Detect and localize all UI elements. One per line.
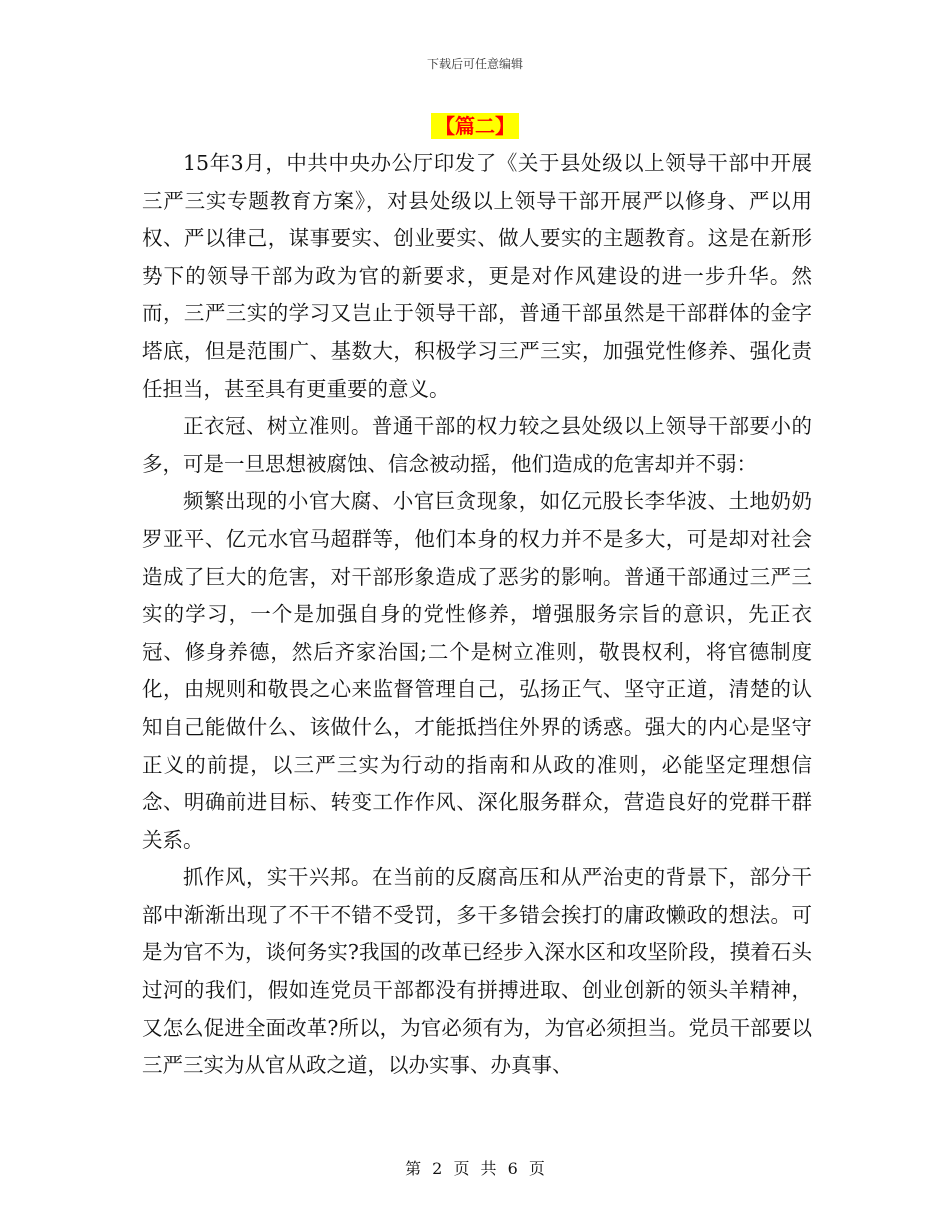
paragraph: 抓作风，实干兴邦。在当前的反腐高压和从严治吏的背景下，部分干部中渐渐出现了不干不错不受罚，多干多错会挨打的庸政懒政的想法。可是为官不为，谈何务实?我国的改革已经步入深水区和攻坚阶段，摸着石头过河的我们，假如连党员干部都没有拼搏进取、创业创新的领头羊精神，又怎么促进全面改革?所以，为官必须有为，为官必须担当。党员干部要以三严三实为从官从政之道，以办实事、办真事、: [142, 865, 812, 1078]
section-title: 【篇二】: [431, 113, 519, 139]
section-title-wrap: [0, 113, 950, 139]
page-header: 下载后可任意编辑: [426, 57, 523, 71]
page-footer: 第 2 页 共 6 页: [405, 1159, 545, 1178]
paragraph: 正衣冠、树立准则。普通干部的权力较之县处级以上领导干部要小的多，可是一旦思想被腐蚀、信念被动摇，他们造成的危害却并不弱：: [142, 414, 812, 476]
paragraph: 频繁出现的小官大腐、小官巨贪现象，如亿元股长李华波、土地奶奶罗亚平、亿元水官马超群等，他们本身的权力并不是多大，可是却对社会造成了巨大的危害，对干部形象造成了恶劣的影响。普通干部通过三严三实的学习，一个是加强自身的党性修养，增强服务宗旨的意识，先正衣冠、修身养德，然后齐家治国;二个是树立准则，敬畏权利，将官德制度化，由规则和敬畏之心来监督管理自己，弘扬正气、坚守正道，清楚的认知自己能做什么、该做什么，才能抵挡住外界的诱惑。强大的内心是坚守正义的前提，以三严三实为行动的指南和从政的准则，必能坚定理想信念、明确前进目标、转变工作作风、深化服务群众，营造良好的党群干群关系。: [142, 489, 812, 852]
document-body: [142, 145, 812, 1085]
paragraph: 15年3月，中共中央办公厅印发了《关于县处级以上领导干部中开展三严三实专题教育方案》，对县处级以上领导干部开展严以修身、严以用权、严以律己，谋事要实、创业要实、做人要实的主题教育。这是在新形势下的领导干部为政为官的新要求，更是对作风建设的进一步升华。然而，三严三实的学习又岂止于领导干部，普通干部虽然是干部群体的金字塔底，但是范围广、基数大，积极学习三严三实，加强党性修养、强化责任担当，甚至具有更重要的意义。: [142, 151, 812, 401]
